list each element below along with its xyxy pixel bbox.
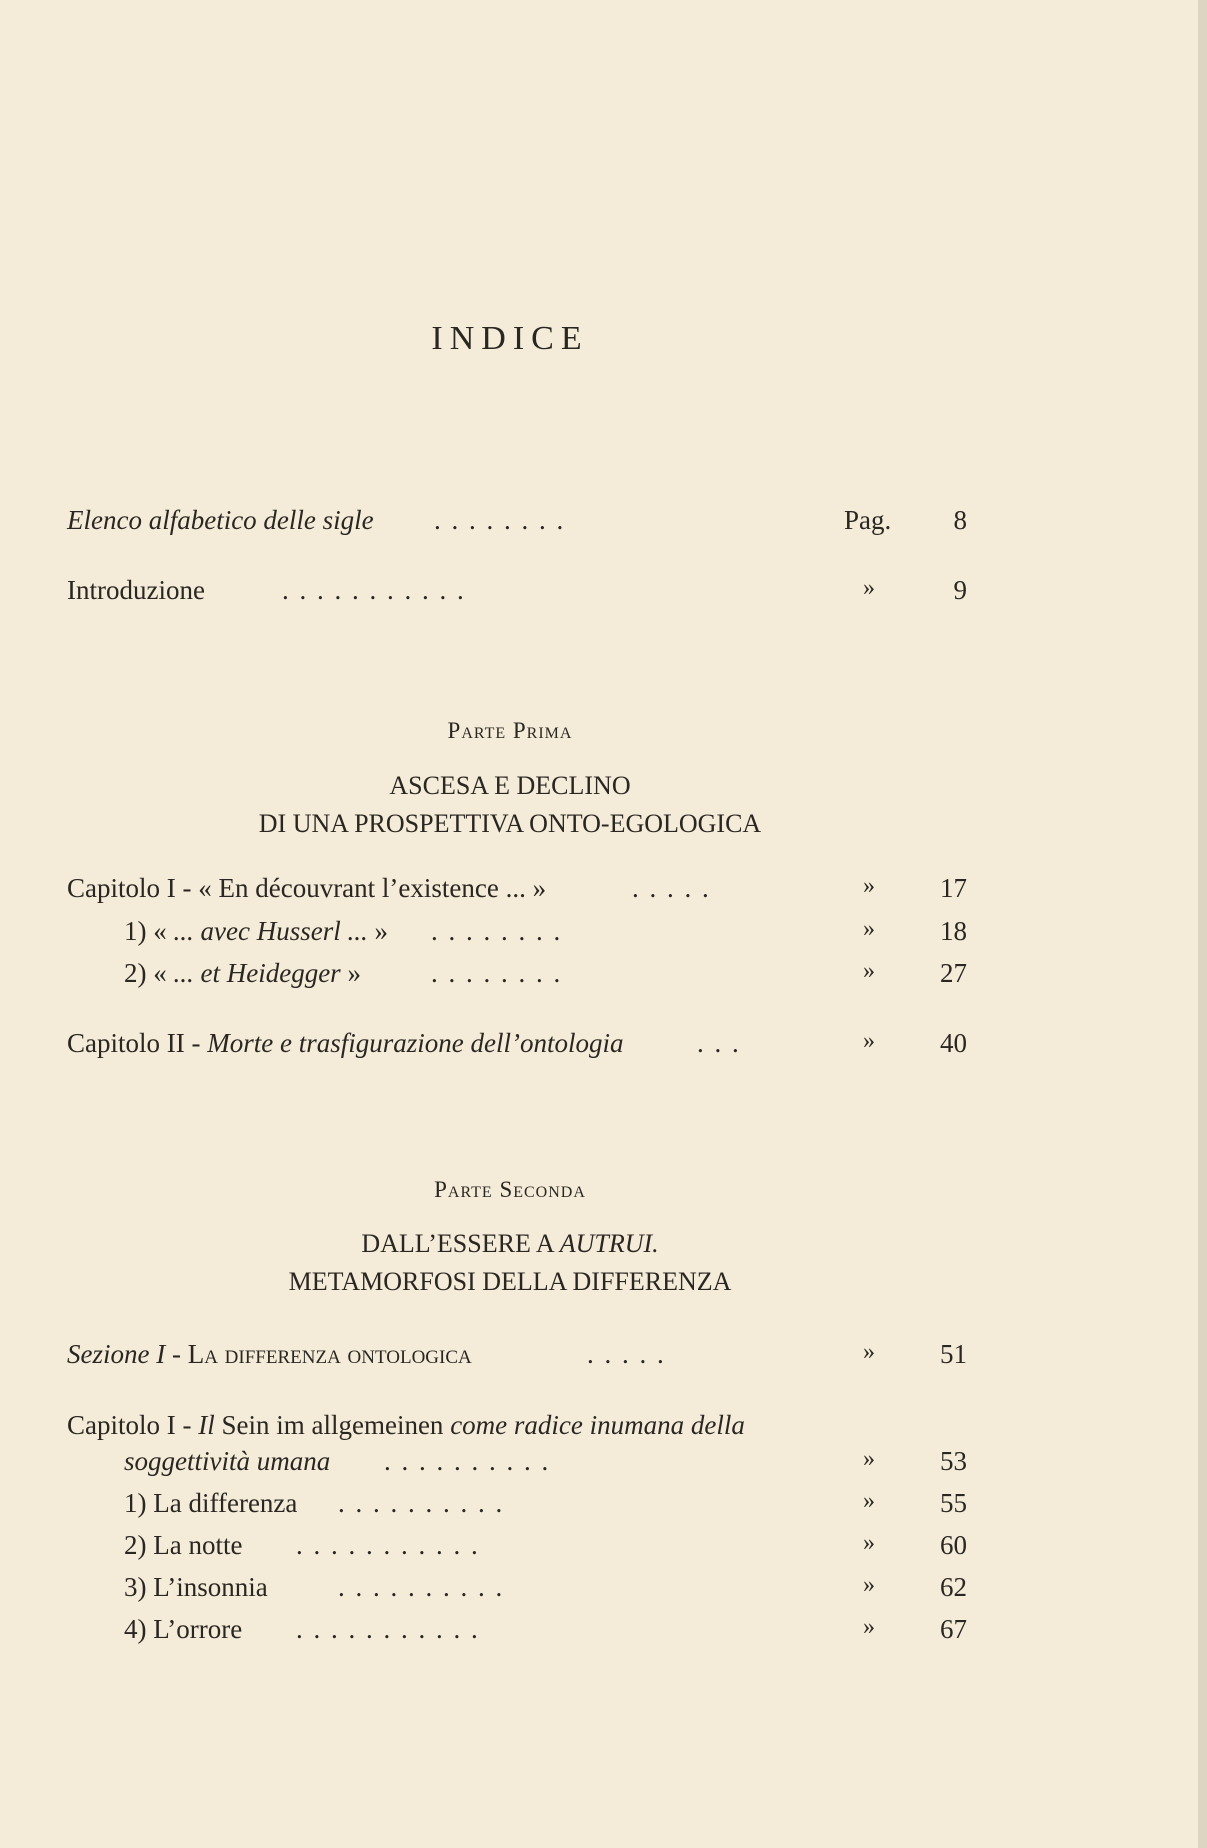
entry-text <box>124 916 388 947</box>
page-marker: » <box>863 1339 875 1365</box>
entry-text: soggettività umana <box>124 1446 331 1476</box>
entry-text <box>124 1530 242 1561</box>
section-title: La differenza ontologica <box>187 1339 472 1369</box>
part-title-italic: AUTRUI. <box>559 1229 659 1258</box>
part-title <box>0 767 1020 843</box>
leader-dots: . . . . . . . . . . <box>384 1446 551 1476</box>
leader-dots: . . . . . <box>632 873 711 903</box>
toc-entry-chapter-cont <box>124 1446 967 1486</box>
entry-text <box>67 1028 623 1059</box>
page-number: 60 <box>940 1530 967 1560</box>
section-label: Sezione I <box>67 1339 166 1369</box>
page-number: 55 <box>940 1488 967 1518</box>
entry-title: La differenza <box>153 1488 298 1518</box>
page-marker: » <box>863 1530 875 1556</box>
quote-close: » <box>347 958 361 988</box>
page-marker: » <box>863 1446 875 1472</box>
entry-number: 2) <box>124 958 147 988</box>
leader-dots: . . . . . . . . . . . <box>282 575 466 605</box>
part-label: Parte Seconda <box>434 1177 586 1202</box>
toc-entry-sub <box>124 1530 967 1570</box>
page-number: 8 <box>953 505 967 535</box>
page-number: 18 <box>940 916 967 946</box>
entry-title: La notte <box>153 1530 243 1560</box>
part-title-line: DI UNA PROSPETTIVA ONTO-EGOLOGICA <box>258 809 762 838</box>
entry-prefix: Capitolo I - <box>67 1410 199 1440</box>
entry-title: L’orrore <box>153 1614 243 1644</box>
part-title-line <box>0 1225 1020 1263</box>
page-number: 51 <box>940 1339 967 1369</box>
page-number: 53 <box>940 1446 967 1476</box>
entry-title: ... et Heidegger <box>173 958 341 988</box>
entry-number: 1) <box>124 916 147 946</box>
toc-entry-sub <box>124 1572 967 1612</box>
entry-text: Elenco alfabetico delle sigle <box>67 505 374 535</box>
entry-roman: Sein im allgemeinen <box>214 1410 451 1440</box>
entry-text <box>124 1572 268 1603</box>
quote-close: » <box>374 916 388 946</box>
quote-open: « <box>153 958 167 988</box>
page-marker: » <box>863 1028 875 1054</box>
toc-entry-sigle <box>67 505 967 545</box>
entry-number: 2) <box>124 1530 147 1560</box>
entry-text <box>67 1410 745 1441</box>
page-marker: » <box>863 916 875 942</box>
leader-dots: . . . . . . . . . . <box>338 1572 505 1602</box>
entry-number: 3) <box>124 1572 147 1602</box>
leader-dots: . . . . . . . . . . . <box>296 1530 480 1560</box>
entry-text: Introduzione <box>67 575 205 605</box>
entry-title: ... avec Husserl ... <box>173 916 368 946</box>
leader-dots: . . . . . . . . . . <box>338 1488 505 1518</box>
entry-text <box>124 1488 297 1519</box>
entry-number: 1) <box>124 1488 147 1518</box>
toc-entry-section <box>67 1339 967 1379</box>
entry-title: L’insonnia <box>153 1572 268 1602</box>
page-marker: » <box>863 575 875 601</box>
quote-open: « <box>153 916 167 946</box>
separator: - <box>165 1339 188 1369</box>
toc-entry-sub <box>124 1488 967 1528</box>
entry-text <box>124 1614 242 1645</box>
toc-entry-sub <box>124 1614 967 1654</box>
page-marker: Pag. <box>844 505 892 535</box>
page-number: 62 <box>940 1572 967 1602</box>
toc-entry-chapter <box>67 1028 967 1068</box>
leader-dots: . . . . . . . . <box>431 958 563 988</box>
entry-text <box>67 1339 472 1370</box>
leader-dots: . . . . . . . . <box>431 916 563 946</box>
page-number: 67 <box>940 1614 967 1644</box>
page-marker: » <box>863 958 875 984</box>
toc-entry-sub <box>124 916 967 956</box>
part-title-line: ASCESA E DECLINO <box>389 771 631 800</box>
entry-italic: come radice inumana della <box>450 1410 745 1440</box>
page-number: 9 <box>953 575 967 605</box>
entry-text <box>124 958 361 989</box>
leader-dots: . . . . . . . . <box>434 505 566 535</box>
page-edge <box>1198 0 1207 1848</box>
entry-italic: Il <box>198 1410 215 1440</box>
entry-number: 4) <box>124 1614 147 1644</box>
entry-title: Morte e trasfigurazione dell’ontologia <box>207 1028 624 1058</box>
page-marker: » <box>863 873 875 899</box>
part-title-text: DALL’ESSERE A <box>361 1229 560 1258</box>
page-number: 27 <box>940 958 967 988</box>
part-title <box>0 1225 1020 1301</box>
page-number: 17 <box>940 873 967 903</box>
entry-text: Capitolo I - « En découvrant l’existence ... » <box>67 873 547 903</box>
toc-entry-sub <box>124 958 967 998</box>
leader-dots: . . . . . . . . . . . <box>296 1614 480 1644</box>
toc-entry-introduzione <box>67 575 967 615</box>
toc-entry-chapter <box>67 873 967 913</box>
page-marker: » <box>863 1572 875 1598</box>
leader-dots: . . . <box>697 1028 741 1058</box>
part-label: Parte Prima <box>447 718 573 743</box>
page-title: INDICE <box>431 320 589 357</box>
page-marker: » <box>863 1488 875 1514</box>
entry-prefix: Capitolo II - <box>67 1028 208 1058</box>
leader-dots: . . . . . <box>587 1339 666 1369</box>
page-number: 40 <box>940 1028 967 1058</box>
page-marker: » <box>863 1614 875 1640</box>
toc-entry-chapter <box>67 1410 967 1450</box>
part-title-line: METAMORFOSI DELLA DIFFERENZA <box>288 1267 732 1296</box>
